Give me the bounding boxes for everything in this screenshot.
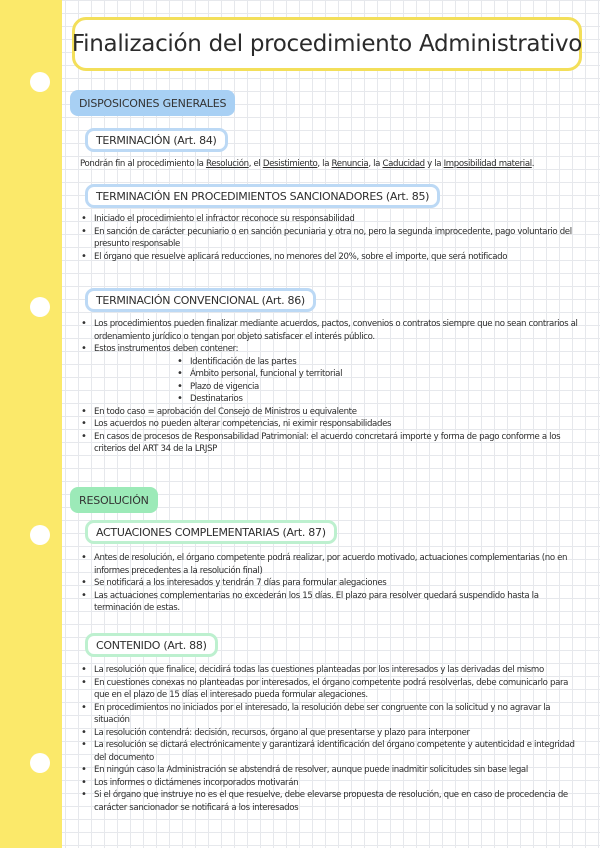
list-item: • En casos de procesos de Responsabilidad Patrimonial: el acuerdo concretará importe y forma de pago conforme a los criterios del ART 34 de la LRJSP [78,431,585,456]
heading-art85 [85,184,440,208]
heading-art84 [85,128,228,152]
text-segment: y la [424,159,444,169]
paragraph-art84 [80,158,585,171]
term-resolucion: Resolución [205,159,249,169]
list-item: • En ningún caso la Administración se abstendrá de resolver, aunque puede inadmitir solicitudes sin base legal [78,764,585,777]
section-tag-resolucion [70,487,158,513]
list-item: • Se notificará a los interesados y tendrán 7 días para formular alegaciones [78,577,585,590]
list-item: • Si el órgano que instruye no es el que resuelve, debe elevarse propuesta de resolución, que en caso de procedencia de carácter sancionador se notificará a los interesados [78,789,585,814]
binder-hole [30,753,50,773]
binder-hole [30,525,50,545]
heading-label: TERMINACIÓN CONVENCIONAL (Art. 86) [96,293,305,307]
sublist-contenido [94,356,585,406]
heading-label: ACTUACIONES COMPLEMENTARIAS (Art. 87) [96,525,326,539]
binder-hole [30,297,50,317]
sublist-item: • Plazo de vigencia [174,381,585,394]
text-segment: . [531,159,535,169]
section-label: DISPOSICONES GENERALES [79,96,227,110]
text-segment: , la [368,159,383,169]
sublist-item: • Destinatarios [174,393,585,406]
list-item: • El órgano que resuelve aplicará reducciones, no menores del 20%, sobre el importe, que será notificado [78,251,585,264]
list-item: • En todo caso = aprobación del Consejo de Ministros u equivalente [78,406,585,419]
list-item: • La resolución se dictará electrónicamente y garantizará identificación del órgano competente y autenticidad e integridad del documento [78,739,585,764]
heading-art87 [85,520,337,544]
list-art85 [78,213,585,263]
list-item [78,343,585,406]
term-renuncia: Renuncia [331,159,369,169]
section-label: RESOLUCIÓN [79,493,149,507]
list-item: • En sanción de carácter pecuniario o en sanción pecuniaria y otra no, pero la segunda improcedente, pago voluntario del presunto responsable [78,226,585,251]
term-desistimiento: Desistimiento [262,159,318,169]
list-item-text: Estos instrumentos deben contener: [94,344,239,354]
list-item: • En procedimientos no iniciados por el interesado, la resolución debe ser congruente con la solicitud y no agravar la situación [78,702,585,727]
term-imposibilidad: Imposibilidad material [443,159,532,169]
list-item: • Antes de resolución, el órgano competente podrá realizar, por acuerdo motivado, actuaciones complementarias (no en informes precedentes a la resolución final) [78,552,585,577]
page-title: Finalización del procedimiento Administrativo [71,31,583,57]
list-item: • Los acuerdos no pueden alterar competencias, ni eximir responsabilidades [78,418,585,431]
list-item: • En cuestiones conexas no planteadas por interesados, el órgano competente podrá resolverlas, debe comunicarlo para que en el plazo de 15 días el interesado pueda formular alegaciones. [78,677,585,702]
heading-label: TERMINACIÓN (Art. 84) [96,133,217,147]
binder-strip [0,0,62,848]
term-caducidad: Caducidad [382,159,425,169]
list-art86 [78,318,585,456]
text-segment: Pondrán fin al procedimiento la [80,159,206,169]
list-art88 [78,664,585,814]
heading-label: CONTENIDO (Art. 88) [96,638,207,652]
sublist-item: • Identificación de las partes [174,356,585,369]
list-item: • Los procedimientos pueden finalizar mediante acuerdos, pactos, convenios o contratos siempre que no sean contrarios al ordenamiento jurídico o tengan por objeto satisfacer el interés público. [78,318,585,343]
heading-label: TERMINACIÓN EN PROCEDIMIENTOS SANCIONADORES (Art. 85) [96,189,430,203]
heading-art88 [85,633,218,657]
heading-art86 [85,288,316,312]
section-tag-generales [70,90,235,116]
page-title-box [72,17,582,71]
text-segment: , la [317,159,332,169]
list-art87 [78,552,585,615]
binder-hole [30,72,50,92]
text-segment: , el [248,159,263,169]
sublist-item: • Ámbito personal, funcional y territorial [174,368,585,381]
list-item: • Los informes o dictámenes incorporados motivarán [78,777,585,790]
list-item: • Iniciado el procedimiento el infractor reconoce su responsabilidad [78,213,585,226]
list-item: • La resolución que finalice, decidirá todas las cuestiones planteadas por los interesados y las derivadas del mismo [78,664,585,677]
list-item: • La resolución contendrá: decisión, recursos, órgano al que presentarse y plazo para interponer [78,727,585,740]
list-item: • Las actuaciones complementarias no excederán los 15 días. El plazo para resolver quedará suspendido hasta la terminación de estas. [78,590,585,615]
